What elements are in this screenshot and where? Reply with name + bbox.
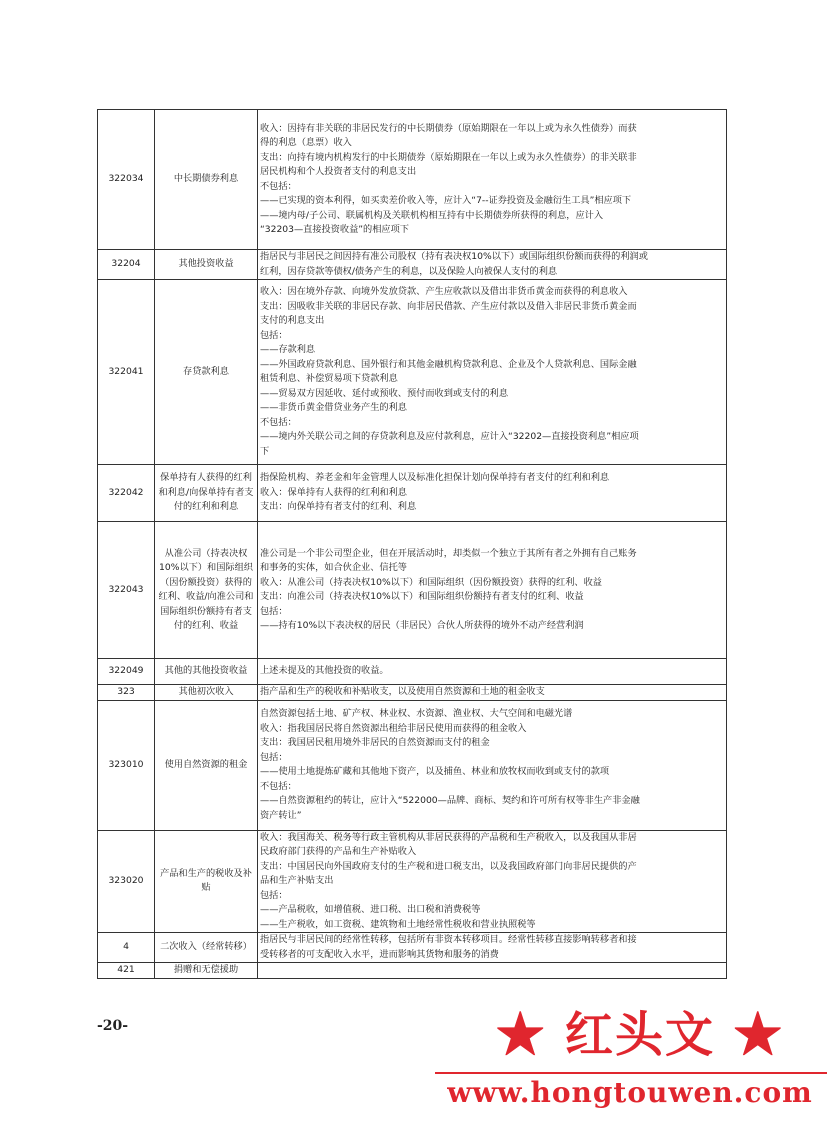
item-code: 323010 — [98, 700, 155, 830]
description-line: 不包括： — [260, 180, 297, 192]
table-row — [98, 830, 727, 933]
item-name: 其他投资收益 — [155, 250, 258, 280]
description-line: ——境内外关联公司之间的存贷款利息及应付款利息，应计入“32202—直接投资利息”相应项 — [260, 431, 639, 442]
item-code: 322034 — [98, 110, 155, 250]
table-body — [98, 110, 727, 979]
description-line: ——非货币黄金借贷业务产生的利息 — [260, 402, 407, 413]
item-code: 322042 — [98, 465, 155, 522]
description-line: 包括： — [260, 751, 288, 763]
item-code: 323 — [98, 685, 155, 701]
description-line: ——持有10%以下表决权的居民（非居民）合伙人所获得的境外不动产经营利润 — [260, 620, 584, 631]
table-row — [98, 110, 727, 250]
item-description — [258, 933, 727, 963]
table-row — [98, 933, 727, 963]
description-line: 民政府部门获得的产品和生产补贴收入 — [260, 846, 417, 857]
item-description — [258, 963, 727, 979]
item-name: 保单持有人获得的红利和利息/向保单持有者支付的红利和利息 — [155, 465, 258, 522]
item-code: 322043 — [98, 522, 155, 659]
item-name: 其他的其他投资收益 — [155, 659, 258, 685]
description-line: 品和生产补贴支出 — [260, 875, 334, 886]
item-name: 其他初次收入 — [155, 685, 258, 701]
item-description — [258, 280, 727, 465]
item-name: 捐赠和无偿援助 — [155, 963, 258, 979]
description-line: 支出：我国居民租用境外非居民的自然资源而支付的租金 — [260, 737, 490, 748]
description-line: 自然资源包括土地、矿产权、林业权、水资源、渔业权、大气空间和电磁光谱 — [260, 708, 573, 719]
description-line: 支出：向持有境内机构发行的中长期债券（原始期限在一年以上或为永久性债券）的非关联非 — [260, 151, 637, 163]
item-name: 使用自然资源的租金 — [155, 700, 258, 830]
description-line: 包括： — [260, 605, 288, 617]
table-row — [98, 465, 727, 522]
description-line: 指居民与非居民之间因持有准公司股权（持有表决权10%以下）或国际组织份额而获得的利润或 — [260, 251, 648, 262]
description-line: ——产品税收，如增值税、进口税、出口税和消费税等 — [260, 904, 481, 915]
description-line: ——生产税收，如工资税、建筑物和土地经常性税收和营业执照税等 — [260, 918, 536, 930]
description-line: 居民机构和个人投资者支付的利息支出 — [260, 166, 417, 177]
item-description — [258, 830, 727, 933]
description-line: 收入：保单持有人获得的红利和利息 — [260, 486, 407, 498]
description-line: 上述未提及的其他投资的收益。 — [260, 665, 389, 677]
description-line: 得的利息（息票）收入 — [260, 137, 352, 148]
description-line: 支付的利息支出 — [260, 315, 325, 326]
description-line: 支出：中国居民向外国政府支付的生产税和进口税支出，以及我国政府部门向非居民提供的产 — [260, 860, 637, 872]
watermark — [447, 1000, 813, 1109]
classification-table — [97, 109, 727, 979]
description-line: 支出：向保单持有者支付的红利、利息 — [260, 501, 417, 513]
item-description — [258, 465, 727, 522]
table-row — [98, 280, 727, 465]
item-code: 421 — [98, 963, 155, 979]
page-number: -20- — [97, 1018, 129, 1034]
description-line: 包括： — [260, 889, 288, 901]
item-code: 322049 — [98, 659, 155, 685]
item-description — [258, 659, 727, 685]
description-line: ——使用土地提炼矿藏和其他地下资产，以及捕鱼、林业和放牧权而收到或支付的款项 — [260, 766, 610, 777]
item-description — [258, 110, 727, 250]
item-name: 二次收入（经常转移） — [155, 933, 258, 963]
description-line: 收入：因在境外存款、向境外发放贷款、产生应收款以及借出非货币黄金而获得的利息收入 — [260, 286, 628, 297]
description-line: 不包括： — [260, 780, 297, 792]
description-line: 资产转让” — [260, 809, 302, 821]
description-line: “32203—直接投资收益”的相应项下 — [260, 224, 409, 235]
item-description — [258, 250, 727, 280]
description-line: ——自然资源租约的转让，应计入“522000—品牌、商标、契约和许可所有权等非生产非金融 — [260, 795, 640, 806]
description-line: 指产品和生产的税收和补贴收支，以及使用自然资源和土地的租金收支 — [260, 686, 545, 697]
description-line: 和事务的实体，如合伙企业、信托等 — [260, 562, 407, 573]
table-row — [98, 700, 727, 830]
description-line: 收入：从准公司（持表决权10%以下）和国际组织（因份额投资）获得的红利、收益 — [260, 576, 602, 588]
item-description — [258, 700, 727, 830]
description-line: 准公司是一个非公司型企业，但在开展活动时，却类似一个独立于其所有者之外拥有自己账务 — [260, 547, 637, 559]
description-line: 支出：因吸收非关联的非居民存款、向非居民借款、产生应付款以及借入非居民非货币黄金而 — [260, 300, 637, 312]
description-line: ——外国政府贷款利息、国外银行和其他金融机构贷款利息、企业及个人贷款利息、国际金融 — [260, 358, 637, 370]
table-row — [98, 685, 727, 701]
item-name: 中长期债券利息 — [155, 110, 258, 250]
item-code: 32204 — [98, 250, 155, 280]
description-line: ——境内母/子公司、联属机构及关联机构相互持有中长期债券所获得的利息，应计入 — [260, 209, 604, 221]
item-name: 存贷款利息 — [155, 280, 258, 465]
description-line: 收入：因持有非关联的非居民发行的中长期债券（原始期限在一年以上或为永久性债券）而获 — [260, 122, 637, 134]
description-line: 指居民与非居民间的经常性转移，包括所有非资本转移项目。经常性转移直接影响转移者和接 — [260, 934, 637, 945]
watermark-title: ★ 红头文 ★ — [496, 1007, 784, 1063]
description-line: 受转移者的可支配收入水平，进而影响其货物和服务的消费 — [260, 948, 499, 960]
item-name: 从准公司（持表决权10%以下）和国际组织（因份额投资）获得的红利、收益/向准公司和国际组织份额持有者支付的红利、收益 — [155, 522, 258, 659]
table-row — [98, 659, 727, 685]
item-description — [258, 685, 727, 701]
table-row — [98, 250, 727, 280]
description-line: 租赁利息、补偿贸易项下贷款利息 — [260, 373, 398, 384]
description-line: ——存款利息 — [260, 344, 316, 355]
description-line: 包括： — [260, 329, 288, 341]
description-line: ——已实现的资本利得，如买卖差价收入等，应计入“7--证券投资及金融衍生工具”相应项下 — [260, 195, 632, 206]
table-row — [98, 522, 727, 659]
description-line: 收入：我国海关、税务等行政主管机构从非居民获得的产品税和生产税收入，以及我国从非居 — [260, 831, 637, 843]
description-line: 指保险机构、养老金和年金管理人以及标准化担保计划向保单持有者支付的红利和利息 — [260, 472, 610, 484]
watermark-url: www.hongtouwen.com — [447, 1076, 813, 1109]
item-code: 4 — [98, 933, 155, 963]
description-line: 不包括： — [260, 416, 297, 428]
description-line: 下 — [260, 445, 270, 457]
item-code: 323020 — [98, 830, 155, 933]
item-code: 322041 — [98, 280, 155, 465]
item-description — [258, 522, 727, 659]
description-line: 收入：指我国居民将自然资源出租给非居民使用而获得的租金收入 — [260, 722, 527, 734]
description-line: 支出：向准公司（持表决权10%以下）和国际组织份额持有者支付的红利、收益 — [260, 591, 584, 602]
watermark-divider — [435, 1072, 827, 1074]
item-name: 产品和生产的税收及补贴 — [155, 830, 258, 933]
description-line: ——贸易双方因延收、延付或预收、预付而收到或支付的利息 — [260, 387, 509, 399]
description-line: 红利，因存贷款等债权/债务产生的利息，以及保险人向被保人支付的利息 — [260, 265, 558, 277]
table-row — [98, 963, 727, 979]
